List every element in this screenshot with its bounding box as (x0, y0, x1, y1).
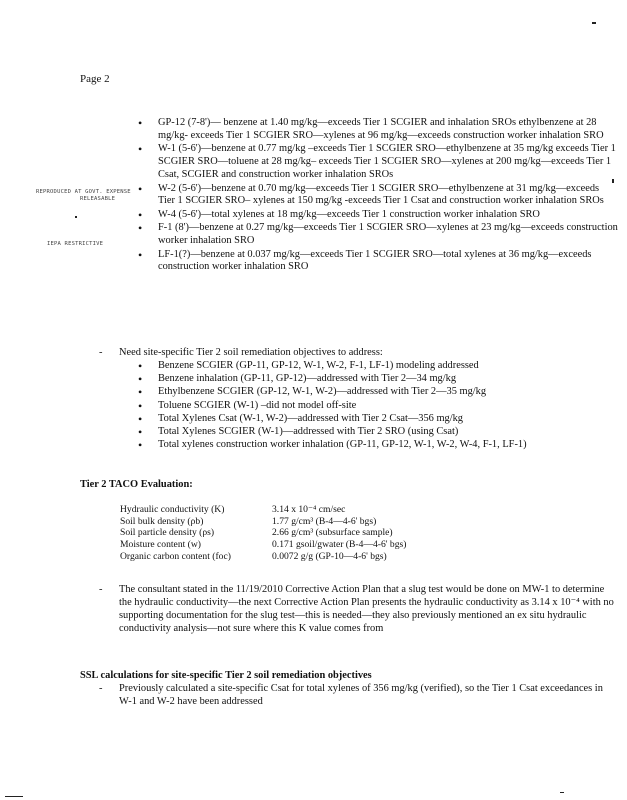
param-row (120, 527, 406, 539)
param-value: 0.0072 g/g (GP-10—4-6' bgs) (272, 550, 387, 562)
need-xylenes-csat: • Total Xylenes Csat (W-1, W-2)—addressed with Tier 2 Csat—356 mg/kg (158, 413, 627, 426)
need-toluene-scgier: • Toluene SCGIER (W-1) –did not model off-site (158, 400, 627, 413)
finding-w4: • W-4 (5-6')—total xylenes at 18 mg/kg—exceeds Tier 1 construction worker inhalation SRO (158, 209, 618, 222)
param-row (120, 516, 406, 528)
finding-w2: • W-2 (5-6')—benzene at 0.70 mg/kg—exceeds Tier 1 SCGIER SRO—ethylbenzene at 31 mg/kg—exceeds Tier 1 SCGIER SRO– xylenes at 150 mg/kg -exceeds Tier 1 Csat and construction worker inhalation SROs (158, 183, 618, 209)
need-xylenes-inhalation: • Total xylenes construction worker inhalation (GP-11, GP-12, W-1, W-2, W-4, F-1, LF-1) (158, 439, 627, 452)
consultant-note: - The consultant stated in the 11/19/2010 Corrective Action Plan that a slug test would be done on MW-1 to determine the hydraulic conductivity—the next Corrective Action Plan presents the hydraulic conductivity as 3.14 x 10⁻⁴ with no supporting documentation for the slug test—this is needed—they also previously mentioned an ex situ hydraulic conductivity analysis—not sure where this K value comes from (119, 584, 614, 636)
ssl-note: - Previously calculated a site-specific Csat for total xylenes of 356 mg/kg (verified), so the Tier 1 Csat exceedances in W-1 and W-2 have been addressed (119, 683, 614, 709)
need-benzene-scgier: • Benzene SCGIER (GP-11, GP-12, W-1, W-2, F-1, LF-1) modeling addressed (158, 360, 627, 373)
param-value: 2.66 g/cm³ (subsurface sample) (272, 527, 393, 539)
margin-stamp-3: IEPA RESTRICTIVE (47, 241, 104, 247)
param-name: Soil particle density (ρs) (120, 527, 215, 539)
findings-list (158, 117, 618, 275)
tier2-heading: Tier 2 TACO Evaluation: (80, 479, 193, 490)
param-row (120, 539, 406, 551)
param-name: Hydraulic conductivity (K) (120, 504, 225, 515)
finding-f1: • F-1 (8')—benzene at 0.27 mg/kg—exceeds Tier 1 SCGIER SRO—xylenes at 23 mg/kg—exceeds construction worker inhalation SRO (158, 222, 618, 248)
finding-w1: • W-1 (5-6')—benzene at 0.77 mg/kg –exceeds Tier 1 SCGIER SRO—ethylbenzene at 35 mg/kg exceeds Tier 1 SCGIER SRO—toluene at 28 mg/kg– exceeds Tier 1 SCGIER SRO—xylenes at 200 mg/kg—exceeds Tier 1 Csat, SCGIER and construction worker inhalation SROs (158, 143, 618, 182)
param-value: 1.77 g/cm³ (B-4—4-6' bgs) (272, 515, 377, 527)
param-name: Soil bulk density (ρb) (120, 515, 204, 527)
need-ethylbenzene-scgier: • Ethylbenzene SCGIER (GP-12, W-1, W-2)—addressed with Tier 2—35 mg/kg (158, 386, 627, 399)
scan-mark-left (75, 216, 77, 218)
scan-mark-bottom-right (560, 792, 564, 793)
scan-mark-bottom-left (5, 796, 23, 797)
param-value: 3.14 x 10⁻⁴ cm/sec (272, 504, 346, 515)
param-row (120, 551, 406, 563)
margin-stamp-1: REPRODUCED AT GOVT. EXPENSE (36, 189, 131, 195)
param-value: 0.171 gsoil/gwater (B-4—4-6' bgs) (272, 539, 407, 551)
needs-intro: - Need site-specific Tier 2 soil remediation objectives to address: (119, 347, 614, 360)
margin-stamp-2: RELEASABLE (80, 196, 116, 202)
ssl-heading: SSL calculations for site-specific Tier 2 soil remediation objectives (80, 670, 372, 681)
finding-lf1: • LF-1(?)—benzene at 0.037 mg/kg—exceeds Tier 1 SCGIER SRO—total xylenes at 36 mg/kg—exceeds construction worker inhalation SRO (158, 249, 618, 275)
param-row (120, 504, 406, 516)
param-name: Moisture content (w) (120, 539, 201, 551)
param-name: Organic carbon content (foc) (120, 550, 231, 562)
parameter-table (120, 504, 406, 563)
page-label: Page 2 (80, 73, 110, 85)
need-benzene-inhalation: • Benzene inhalation (GP-11, GP-12)—addressed with Tier 2—34 mg/kg (158, 373, 627, 386)
need-xylenes-scgier: • Total Xylenes SCGIER (W-1)—addressed with Tier 2 SRO (using Csat) (158, 426, 627, 439)
scan-mark-top-right (592, 22, 596, 24)
needs-list (158, 360, 627, 452)
finding-gp12: • GP-12 (7-8')— benzene at 1.40 mg/kg—exceeds Tier 1 SCGIER and inhalation SROs ethylbenzene at 28 mg/kg- exceeds Tier 1 SCGIER SRO—xylenes at 96 mg/kg—exceeds construction worker inhalation SRO (158, 117, 618, 143)
